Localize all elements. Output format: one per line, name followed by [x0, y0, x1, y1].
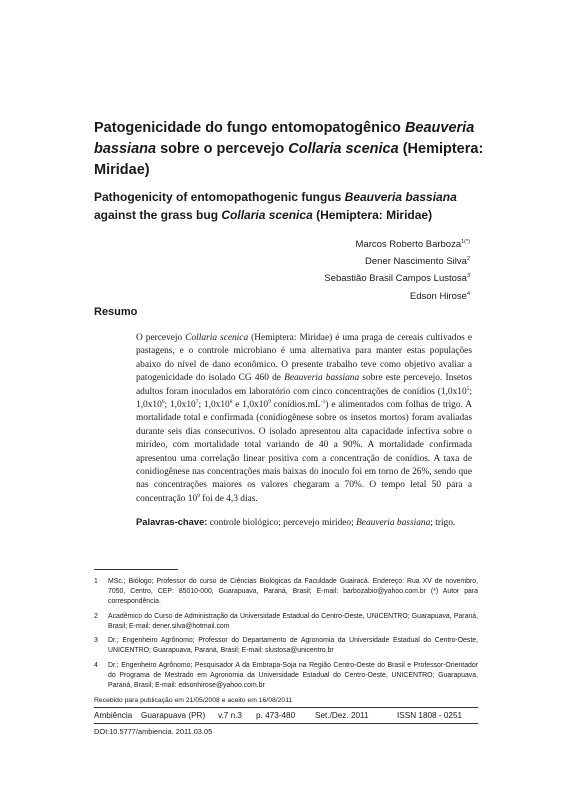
footnote: 3 Dr.; Engenheiro Agrônomo; Professor do Departamento de Agronomia da Universidade Estadual do Centro-Oeste, UNICENTRO; Guarapuava, Paraná, Brasil; E-mail: slustosa@unicentro.br [94, 637, 478, 654]
journal-volume: v.7 n.3 [218, 711, 242, 720]
footer-rule-bottom [94, 723, 478, 724]
journal-name: Ambiência [94, 711, 133, 720]
received-date: Recebido para publicação em 21/05/2008 e aceito em 16/08/2011 [94, 697, 293, 704]
article-title-pt: Patogenicidade do fungo entomopatogênico Beauveria bassiana sobre o percevejo Collaria scenica (Hemiptera: Miridae) [94, 120, 484, 178]
doi: DOI:10.5777/ambiencia. 2011.03.05 [94, 727, 213, 736]
keywords-label: Palavras-chave: [136, 516, 208, 527]
author-list [324, 236, 470, 305]
footer-rule-top [94, 707, 478, 708]
author: Edson Hirose$^4$ [409, 290, 470, 302]
journal-issn: ISSN 1808 - 0251 [397, 711, 463, 720]
footnotes [94, 577, 478, 695]
keywords: Palavras-chave: controle biológico; percevejo mirídeo; Beauveria bassiana; trigo. [136, 516, 456, 528]
footnote-separator [94, 569, 178, 570]
author: Dener Nascimento Silva$^2$ [365, 256, 470, 268]
footnote: 2 Acadêmico do Curso de Administração da Universidade Estadual do Centro-Oeste, UNICENTRO; Guarapuava, Paraná, Brasil; E-mail: dener.silva@hotmail.com [94, 612, 478, 630]
journal-city: Guarapuava (PR) [141, 711, 206, 720]
article-title-en: Pathogenicity of entomopathogenic fungus Beauveria bassiana against the grass bug Collaria scenica (Hemiptera: Miridae) [94, 190, 457, 222]
author: Sebastião Brasil Campos Lustosa$^3$ [324, 273, 470, 285]
abstract-paragraph: O percevejo Collaria scenica (Hemiptera: Miridae) é uma praga de cereais cultivados e pastagens, e o controle microbiano é uma alternativa para manter estas populações abaixo do nível de dano econômico. O presente trabalho teve como objetivo avaliar a patogenicidade do isolado CG 460 de Beauveria bassiana sobre este percevejo. Insetos adultos foram inoculados em laboratório com cinco concentrações de conídios ($1,0x10^5$; $1,0x10^6$; $1,0x10^7$; $1,0x10^8$ e $1,0x10^9$ $conídios.mL^{-1}$) e alimentados com folhas de trigo. A mortalidade total e confirmada (conidiogênese sobre os insetos mortos) foram avaliadas durante seis dias consecutivos. O isolado apresentou alta capacidade infectiva sobre o mirídeo, com mortalidade total variando de 40 a 90%. A mortalidade confirmada apresentou uma correlação linear positiva com a concentração de conídios. A taxa de conidiogênese nas concentrações mais baixas do inoculo foi em torno de 26%, sendo que nas concentrações maiores os valores chegaram a 70%. O tempo letal 50 para a concentração $10^9$ foi de 4,3 dias. [136, 333, 473, 504]
section-heading-resumo: Resumo [94, 306, 138, 318]
footnote: 4 Dr.; Engenheiro Agrônomo; Pesquisador A da Embrapa-Soja na Região Centro-Oeste do Brasil e Professor-Orientador do Programa de Mestrado em Agronomia da Universidade Estadual do Centro-Oeste, UNICENTRO; Guarapuava, Paraná, Brasil; E-mail: edsonhirose@yahoo.com.br [94, 661, 478, 689]
journal-date: Set./Dez. 2011 [315, 711, 369, 720]
author: Marcos Roberto Barboza$^{1(*)}$ [355, 238, 470, 250]
abstract-body [136, 332, 472, 506]
footnote: 1 MSc.; Biólogo; Professor do curso de Ciências Biológicas da Faculdade Guairacá. Endereço: Rua XV de novembro, 7050, Centro, CEP: 85010-000, Guarapuava, Paraná, Brasil; E-mail: barbozabio@yahoo.com.br (*) Autor para correspondência. [94, 578, 478, 605]
journal-pages: p. 473-480 [256, 711, 296, 720]
